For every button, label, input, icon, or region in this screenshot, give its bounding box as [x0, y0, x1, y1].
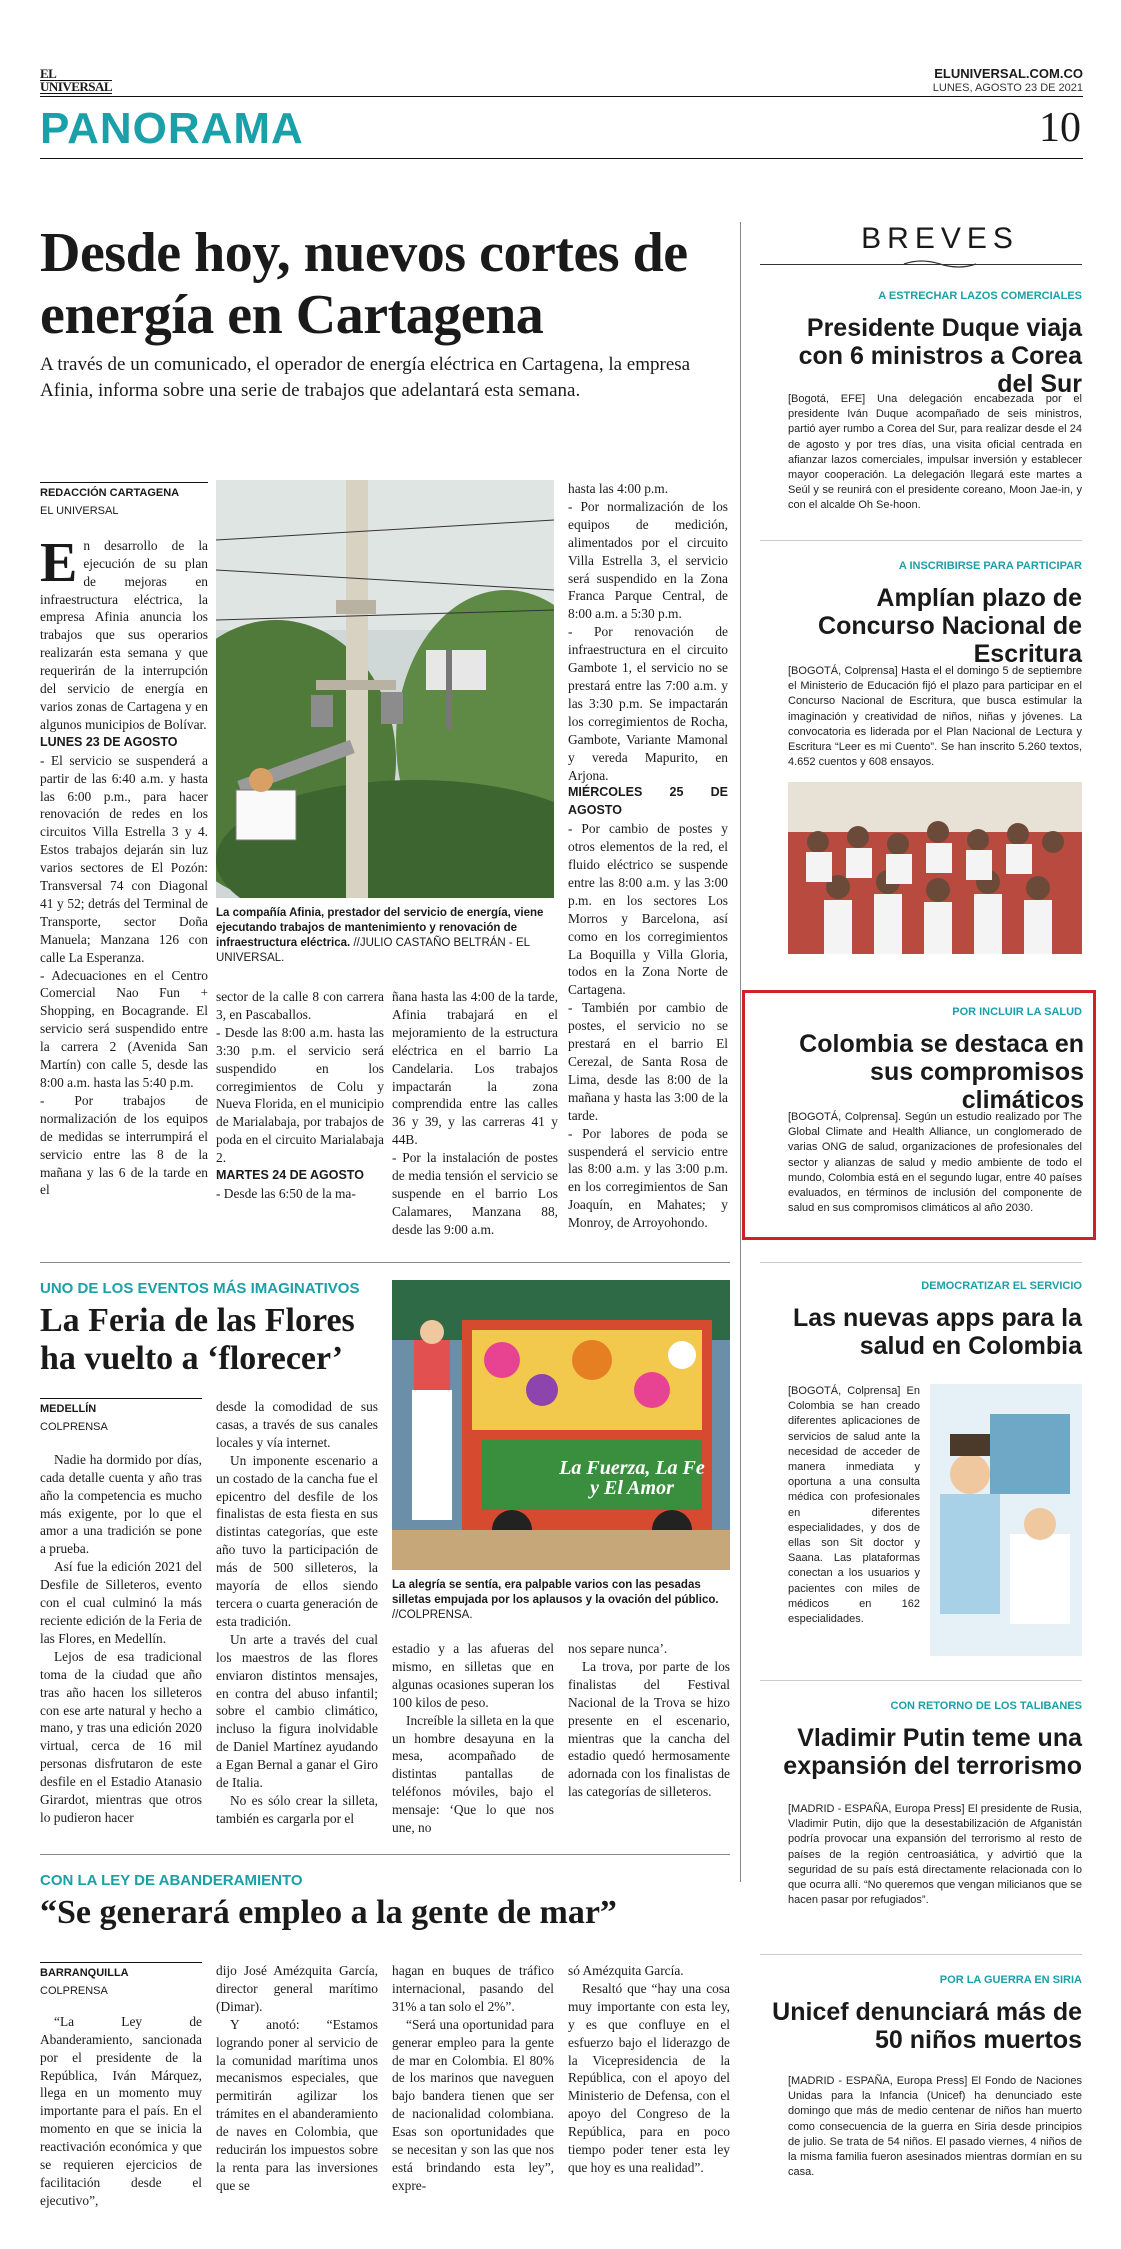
sidebar-rule [740, 222, 741, 1882]
sea-column-2 [216, 1962, 378, 2195]
main-column-1 [40, 482, 208, 1199]
byline: REDACCIÓN CARTAGENA [40, 482, 208, 503]
paragraph: dijo José Amézquita García, director general marítimo (Dimar). [216, 1963, 378, 2014]
story-divider [40, 1262, 730, 1263]
flowers-photo-caption: La alegría se sentía, era palpable varios con las pesadas silletas empujada por los aplausos y la ovación del público. //COLPRENSA. [392, 1579, 719, 1621]
paragraph: - El servicio se suspenderá a partir de las 6:40 a.m. y hasta las 6:00 p.m., para hacer renovación de redes en los circuitos Villa Estrella 3 y 4. Estos trabajos dejarán sin luz varios sectores de El Pozón: Transversal 74 con Diagonal 41 y 52; detrás del Terminal de Transporte, sector Doña Manuela; Manzana 126 con calle La Esperanza. [40, 752, 208, 965]
paragraph: Así fue la edición 2021 del Desfile de Silleteros, evento con el cual culminó la más reciente edición de la Feria de las Flores, en Medellín. [40, 1559, 202, 1646]
paragraph: - Desde las 8:00 a.m. hasta las 3:30 p.m. el servicio será suspendido en los corregimientos de Colu y Nueva Florida, en el municipio de Marialabaja, por trabajos de poda en el circuito Marialabaja 2. [216, 1024, 384, 1166]
students-photo-image [788, 782, 1082, 954]
sea-column-3 [392, 1962, 554, 2195]
flowers-column-3 [392, 1640, 554, 1837]
main-headline[interactable]: Desde hoy, nuevos cortes de energía en Cartagena [40, 222, 688, 346]
byline: MEDELLÍN [40, 1398, 202, 1419]
brief-kicker: DEMOCRATIZAR EL SERVICIO [921, 1280, 1082, 1292]
main-dek: A través de un comunicado, el operador de energía eléctrica en Cartagena, la empresa Afinia, informa sobre una serie de trabajos que adelantará esta semana. [40, 354, 691, 401]
sea-kicker: CON LA LEY DE ABANDERAMIENTO [40, 1872, 303, 1889]
paragraph: - Adecuaciones en el Centro Comercial Nao Fun + Shopping, en Bocagrande. El servicio será suspendido entre la carrera 2 (Avenida San Martín) con calle 5, desde las 8:00 a.m. hasta las 5:40 p.m. [40, 967, 208, 1090]
logo[interactable]: EL UNIVERSAL [40, 66, 113, 94]
paragraph: hasta las 4:00 p.m. [568, 481, 669, 496]
paragraph: - Por cambio de postes y otros elementos de la red, el fluido eléctrico se suspende entre las 8:00 a.m. y las 3:00 p.m. en los sectores Los Morros y Barcelona, así como en los corregimientos La Boquilla y Villa Gloria, todos en la Zona Norte de Cartagena. [568, 821, 728, 998]
byline-org: COLPRENSA [40, 1984, 108, 1997]
paragraph: só Amézquita García. [568, 1963, 684, 1978]
site-url[interactable]: ELUNIVERSAL.COM.CO [934, 66, 1083, 81]
students-photo [788, 782, 1082, 954]
subhead-monday: LUNES 23 DE AGOSTO [40, 734, 178, 749]
brief-body: [BOGOTÁ, Colprensa] Hasta el el domingo 5 de septiembre el Ministerio de Educación fijó el plazo para participar en el Concurso Nacional de Escritura, que busca estimular la imaginación y creatividad de niños, niñas y jóvenes. La convocatoria es liderada por el Plan Nacional de Lectura y Escritura “Leer es mi Cuento”. Se han inscrito 5.260 textos, 4.652 cuentos y 608 ensayos. [788, 665, 1082, 769]
brief-body: [BOGOTÁ, Colprensa]. Según un estudio realizado por The Global Climate and Health Alliance, un conglomerado de varias ONG de salud, organizaciones de profesionales del sector y alianzas de salud y medio ambiente de todo el mundo, Colombia está en el segundo lugar, entre 40 países evaluados, en términos de inclusión del componente de salud en sus compromisos climáticos al año 2030. [788, 1111, 1082, 1215]
byline-org: COLPRENSA [40, 1420, 108, 1433]
brief-body: [Bogotá, EFE] Una delegación encabezada por el presidente Iván Duque acompañado de seis ministros, partió ayer rumbo a Corea del Sur, para realizar desde el 24 de agosto y por tres días, una visita oficial centrada en afianzar lazos comerciales, impulsar inversión y establecer mayor cooperación. La delegación llegará este martes a Seúl y se reunirá con el presidente coreano, Moon Jae-in, y con el alcalde Oh Se-hoon. [788, 393, 1082, 512]
paragraph: La trova, por parte de los finalistas del Festival Nacional de la Trova se hizo presente en el escenario, mientras que la cancha del estadio quedó hermosamente adornada con los finalistas de las categorías de silleteros. [568, 1658, 730, 1800]
subhead-wednesday: MIÉRCOLES 25 DE AGOSTO [568, 785, 728, 818]
health-app-photo [930, 1384, 1082, 1656]
paragraph: - Por labores de poda se suspenderá el servicio entre las 8:00 a.m. y las 3:00 p.m. en los corregimientos de San Joaquín, en Mahates; y Monroy, de Arroyohondo. [568, 1125, 728, 1231]
brief-headline[interactable]: Unicef denunciará más de 50 niños muertos [772, 1998, 1082, 2054]
flowers-column-4 [568, 1640, 730, 1801]
brief-body: [BOGOTÁ, Colprensa] En Colombia se han creado diferentes aplicaciones de servicios de salud ante la necesidad de acceder de manera inmediata y oportuna a una consulta médica con profesionales en diferentes especialidades, y dos de ellas son Sit doctor y Saana. Las plataformas conectan a los usuarios y pacientes con miles de médicos en 162 especialidades. [788, 1385, 920, 1626]
brief-divider [760, 1262, 1082, 1263]
sea-column-4 [568, 1962, 730, 2177]
paragraph: Un imponente escenario a un costado de la cancha fue el epicentro del desfile de los finalistas de esta fiesta en sus distintas categorías, que este año tuvo la participación de más de 500 silleteros, la mayoría de ellos siendo tercera o cuarta generación de esta tradición. [216, 1452, 378, 1629]
truck-sign: La Fuerza, La Fe y El Amor [559, 1457, 705, 1499]
paragraph: ñana hasta las 4:00 de la tarde, Afinia trabajará en el mejoramiento de la estructura eléctrica en el barrio La Candelaria. Los trabajos impactarán la zona comprendida entre las calles 36 y 39, y las carreras 41 y 44B. [392, 989, 558, 1148]
brief-kicker: A ESTRECHAR LAZOS COMERCIALES [878, 290, 1082, 302]
paragraph: - Por trabajos de normalización de los equipos de medidas se interrumpirá el servicio entre las 8 de la mañana y las 6 de la tarde en el [40, 1092, 208, 1198]
paragraph: - Por renovación de infraestructura en el circuito Gambote 1, el servicio no se prestará entre las 7:00 a.m. y las 3:30 p.m. Se impactarán los corregimientos de Rocha, Gambote, Variante Mamonal y vereda Mapurito, en Arjona. [568, 624, 728, 783]
ornament-icon [902, 258, 978, 270]
brief-headline[interactable]: Vladimir Putin teme una expansión del terrorismo [783, 1724, 1082, 1780]
brief-body: [MADRID - ESPAÑA, Europa Press] El Fondo de Naciones Unidas para la Infancia (Unicef) ha denunciado este domingo que más de medio centenar de niños han muerto como consecuencia de la guerra en Siria desde principios de julio. Se trata de 54 niños. El pasado viernes, 4 niños de la misma familia fueron asesinados mientras dormían en su casa. [788, 2075, 1082, 2179]
paragraph: - Por la instalación de postes de media tensión el servicio se suspende en el barrio Los Calamares, Manzana 88, desde las 9:00 a.m. [392, 1150, 558, 1237]
paragraph: Resaltó que “hay una cosa muy importante con esta ley, y es que confluye en el esfuerzo bajo el liderazgo de la Vicepresidencia de la República, con el apoyo del Ministerio de Defensa, con el apoyo del Congreso de la República, para en poco tiempo poder tener esta ley que hoy es una realidad”. [568, 1980, 730, 2175]
paragraph: Un arte a través del cual los maestros de las flores enviaron distintos mensajes, en contra del abuso infantil; sobre el cambio climático, incluso la figura inolvidable de Daniel Martínez ayudando a Egan Bernal a ganar el Giro de Italia. [216, 1631, 378, 1791]
paragraph: - Desde las 6:50 de la ma- [216, 1185, 356, 1201]
sea-headline[interactable]: “Se generará empleo a la gente de mar” [40, 1894, 617, 1931]
lead-paragraph: n desarrollo de la ejecución de su plan de mejoras en infraestructura eléctrica, la empresa Afinia anuncia los trabajos que sus operarios realizarán esta semana y que requerirán de la interrupción del servicio de energía en varios zonas de Cartagena y en algunos municipios de Bolívar. [40, 537, 208, 732]
story-divider [40, 1854, 730, 1855]
flowers-kicker: UNO DE LOS EVENTOS MÁS IMAGINATIVOS [40, 1280, 360, 1297]
brief-body: [MADRID - ESPAÑA, Europa Press] El presidente de Rusia, Vladimir Putin, dijo que la desestabilización de Afganistán podría provocar una expansión del terrorismo al resto de países de la región centroasiática, y advirtió que la seguridad de su país está directamente relacionada con lo que ocurra allí. “No queremos que vengan milicianos que se hacen pasar por refugiados”. [788, 1803, 1082, 1907]
paragraph: - También por cambio de postes, el servicio no se prestará en el barrio El Cerezal, de Santa Rosa de Lima, desde las 8:00 de la mañana y hasta las 3:00 de la tarde. [568, 1000, 728, 1123]
main-photo-caption: La compañía Afinia, prestador del servicio de energía, viene ejecutando trabajos de mantenimiento y renovación de infraestructura eléctrica. //JULIO CASTAÑO BELTRÁN - EL UNIVERSAL. [216, 907, 544, 964]
flowers-headline[interactable]: La Feria de las Flores ha vuelto a ‘florecer’ [40, 1302, 355, 1377]
brief-divider [760, 1954, 1082, 1955]
brief-headline[interactable]: Colombia se destaca en sus compromisos climáticos [799, 1030, 1084, 1114]
section-title: PANORAMA [40, 104, 304, 153]
main-column-4 [568, 480, 728, 1232]
paragraph: sector de la calle 8 con carrera 3, en Pascaballos. [216, 989, 384, 1022]
power-line-photo-image [216, 480, 554, 898]
flowers-column-1 [40, 1398, 202, 1827]
byline-org: EL UNIVERSAL [40, 504, 119, 517]
dropcap: E [40, 531, 78, 594]
paragraph: Increíble la silleta en la que un hombre desayuna en la mesa, acompañado de distintas pantallas de teléfonos móviles, bajo el mensaje: ‘Que lo que nos une, no [392, 1712, 554, 1836]
byline: BARRANQUILLA [40, 1962, 202, 1983]
paragraph: hagan en buques de tráfico internacional, pasando del 31% a tan solo el 2%”. [392, 1963, 554, 2014]
brief-headline[interactable]: Presidente Duque viaja con 6 ministros a Corea del Sur [798, 314, 1082, 398]
silleta-truck-photo [392, 1280, 730, 1570]
silleta-truck-photo-image [392, 1280, 730, 1570]
brief-headline[interactable]: Amplían plazo de Concurso Nacional de Escritura [818, 584, 1082, 668]
health-app-photo-image [930, 1384, 1082, 1656]
power-line-photo [216, 480, 554, 898]
paragraph: nos separe nunca’. [568, 1641, 668, 1656]
subhead-tuesday: MARTES 24 DE AGOSTO [216, 1168, 364, 1183]
paragraph: desde la comodidad de sus casas, a través de sus canales locales y vía internet. [216, 1399, 378, 1450]
paragraph: No es sólo crear la silleta, también es cargarla por el [216, 1792, 378, 1826]
main-column-3 [392, 988, 558, 1239]
paragraph: Lejos de esa tradicional toma de la ciudad que año tras año hacen los silleteros con ese arte natural y hecho a mano, y tras una edición 2020 virtual, cerca de 16 mil personas disfrutaron de este desfile en el Estadio Atanasio Girardot, mientras que otros lo pudieron hacer [40, 1648, 202, 1825]
issue-date: LUNES, AGOSTO 23 DE 2021 [932, 82, 1083, 94]
masthead-rule [40, 96, 1083, 97]
brief-kicker: CON RETORNO DE LOS TALIBANES [890, 1700, 1082, 1712]
page-number: 10 [1039, 105, 1081, 151]
brief-kicker: POR INCLUIR LA SALUD [952, 1006, 1082, 1018]
brief-kicker: A INSCRIBIRSE PARA PARTICIPAR [898, 560, 1082, 572]
main-column-2 [216, 988, 384, 1203]
brief-headline[interactable]: Las nuevas apps para la salud en Colombia [792, 1304, 1082, 1360]
paragraph: estadio y a las afueras del mismo, en silletas que en algunas ocasiones superan los 100 kilos de peso. [392, 1641, 554, 1710]
paragraph: “La Ley de Abanderamiento, sancionada por el presidente de la República, Iván Márquez, llega en un momento muy importante para el país. En el momento en que se inicia la reactivación económica y que se requieren ejercicios de facilitación desde el ejecutivo”, [40, 2013, 202, 2208]
brief-divider [760, 540, 1082, 541]
brief-kicker: POR LA GUERRA EN SIRIA [939, 1974, 1082, 1986]
paragraph: Nadie ha dormido por días, cada detalle cuenta y año tras año la competencia es mucho más exigente, por lo que el amor a una tradición se pone a prueba. [40, 1451, 202, 1557]
flowers-column-2 [216, 1398, 378, 1828]
paragraph: Y anotó: “Estamos logrando poner al servicio de la comunidad marítima unos mecanismos especiales, que permitirán agilizar los trámites en el abanderamiento de naves en Colombia, que reducirán los impuestos sobre la renta para las inversiones que se [216, 2016, 378, 2193]
paragraph: - Por normalización de los equipos de medición, alimentados por el circuito Villa Estrella 3, el servicio será suspendido en la Zona Franca Parque Central, de 8:00 a.m. a 5:30 p.m. [568, 498, 728, 622]
breves-title: BREVES [861, 222, 1019, 255]
section-rule [40, 158, 1083, 159]
brief-divider [760, 1680, 1082, 1681]
sea-column-1 [40, 1962, 202, 2210]
paragraph: “Será una oportunidad para generar empleo para la gente de mar en Colombia. El 80% de los marinos que naveguen bajo bandera tienen que ser de nacionalidad colombiana. Esas son oportunidades que se necesitan y son las que nos está brindando esta ley”, expre- [392, 2016, 554, 2193]
